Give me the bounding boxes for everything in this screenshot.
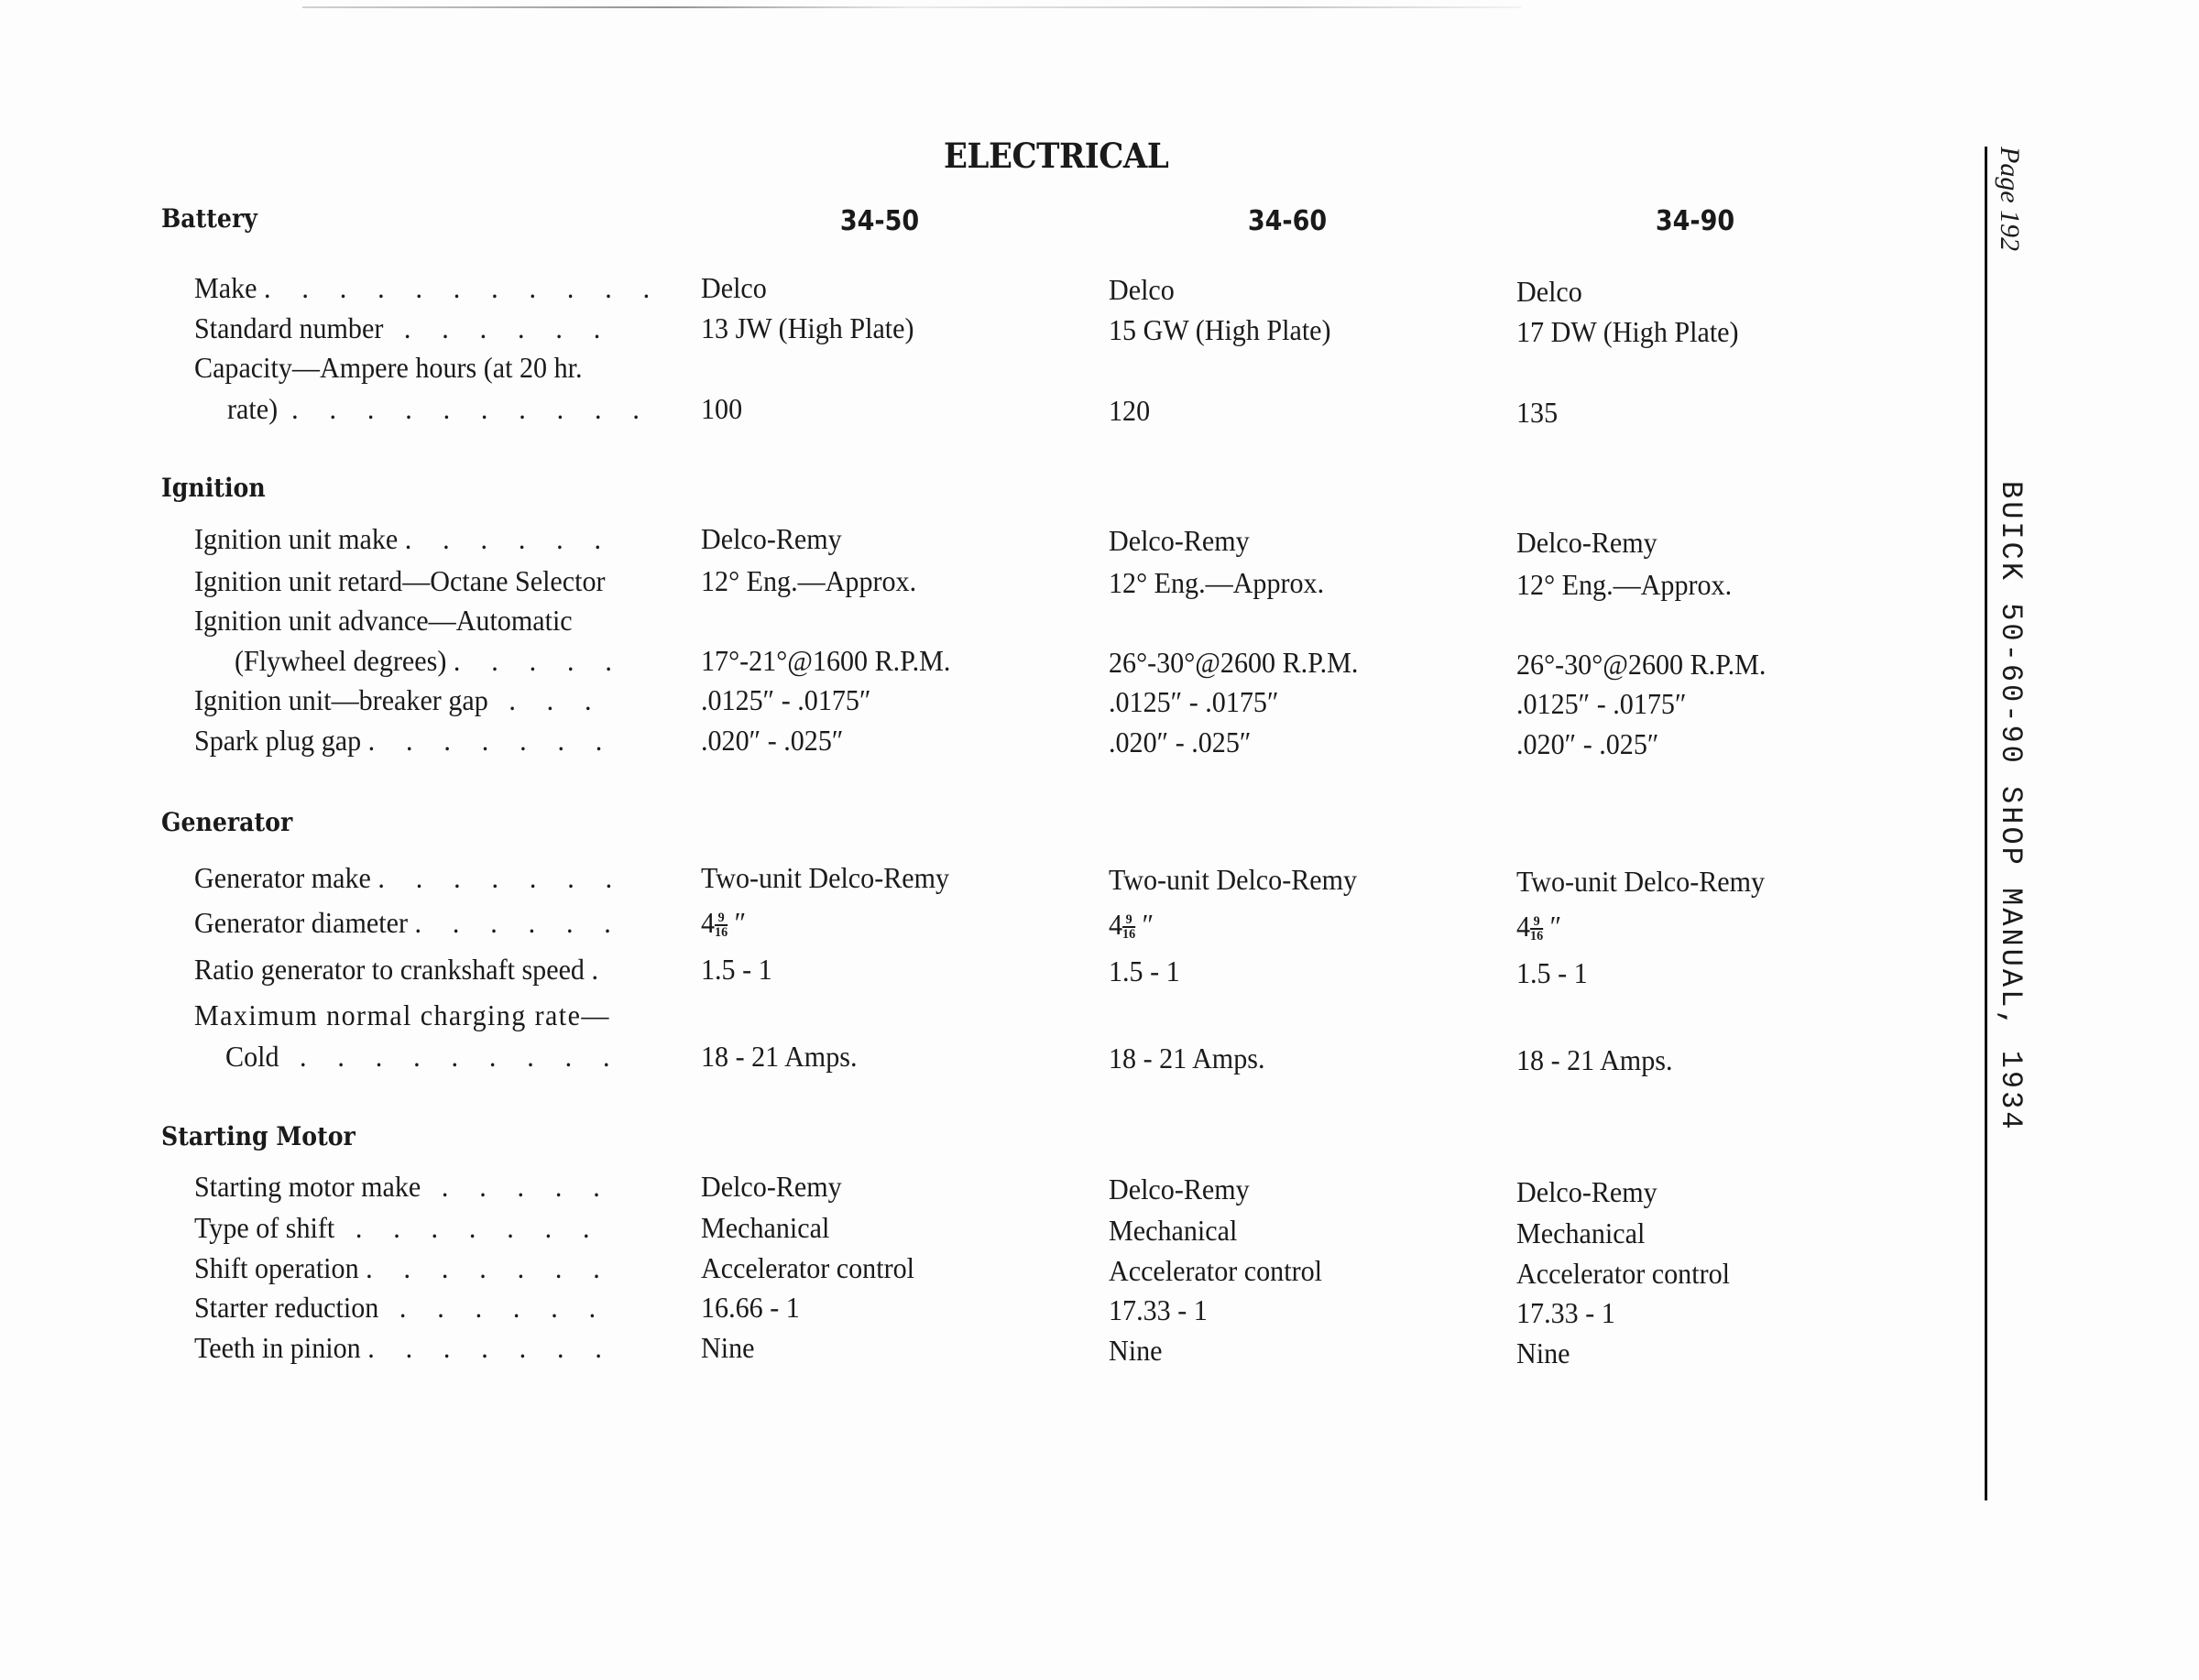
section-heading-battery: Battery	[161, 203, 257, 234]
vertical-margin-rule	[1985, 147, 1987, 1500]
scan-artifact-line	[302, 6, 1521, 8]
column-header-34-50: 34-50	[839, 205, 920, 237]
cell-value: Accelerator control	[701, 1251, 914, 1284]
cell-value: Delco-Remy	[1109, 1173, 1250, 1205]
cell-value: Delco	[1516, 275, 1582, 308]
cell-value: .020″ - .025″	[1516, 727, 1659, 760]
cell-value: 1.5 - 1	[1109, 955, 1180, 987]
row-label: Starting motor make . . . . .	[194, 1170, 612, 1203]
cell-value: 16.66 - 1	[701, 1291, 800, 1324]
cell-value: 100	[701, 392, 743, 425]
cell-value: Delco-Remy	[1516, 1175, 1657, 1208]
cell-value: 17 DW (High Plate)	[1516, 315, 1739, 348]
row-label: Generator make . . . . . . .	[194, 861, 625, 894]
cell-value: Delco-Remy	[1516, 526, 1657, 559]
cell-value: .0125″ - .0175″	[1109, 685, 1279, 718]
cell-value: Two-unit Delco-Remy	[1109, 863, 1358, 896]
row-label: Generator diameter . . . . . .	[194, 906, 623, 939]
row-label: Maximum normal charging rate—	[194, 998, 610, 1031]
cell-value: 1.5 - 1	[701, 953, 772, 986]
row-label: Standard number . . . . . .	[194, 311, 613, 344]
page-title: ELECTRICAL	[944, 136, 1169, 176]
cell-value: Two-unit Delco-Remy	[1516, 865, 1766, 898]
cell-value: Nine	[1109, 1334, 1163, 1367]
fraction-nine-sixteenths: $\frac{9}{16}$	[715, 911, 728, 940]
row-label: Starter reduction . . . . . .	[194, 1291, 608, 1324]
cell-value: Two-unit Delco-Remy	[701, 861, 950, 894]
cell-value: 18 - 21 Amps.	[1109, 1042, 1265, 1075]
cell-value: Accelerator control	[1516, 1257, 1730, 1290]
fraction-nine-sixteenths: $\frac{9}{16}$	[1122, 912, 1136, 942]
cell-value: 26°-30°@2600 R.P.M.	[1109, 646, 1359, 679]
row-label: Shift operation . . . . . . .	[194, 1251, 612, 1284]
cell-value: Mechanical	[701, 1211, 830, 1244]
cell-value: 12° Eng.—Approx.	[1516, 568, 1733, 601]
row-label: Ignition unit retard—Octane Selector	[194, 564, 606, 597]
row-label: Make . . . . . . . . . . .	[194, 271, 662, 304]
row-label: Spark plug gap . . . . . . .	[194, 724, 615, 757]
cell-value: Accelerator control	[1109, 1254, 1322, 1287]
cell-value: 17°-21°@1600 R.P.M.	[701, 644, 951, 677]
cell-value: 1.5 - 1	[1516, 956, 1588, 989]
row-label: Capacity—Ampere hours (at 20 hr.	[194, 351, 583, 384]
cell-value: 17.33 - 1	[1109, 1293, 1208, 1326]
row-label: (Flywheel degrees) . . . . .	[235, 644, 624, 677]
cell-value: 18 - 21 Amps.	[1516, 1043, 1673, 1076]
fraction-nine-sixteenths: $\frac{9}{16}$	[1530, 914, 1544, 944]
cell-value: 17.33 - 1	[1516, 1296, 1615, 1329]
cell-value: 15 GW (High Plate)	[1109, 313, 1331, 346]
section-heading-ignition: Ignition	[161, 473, 266, 503]
cell-value: .0125″ - .0175″	[1516, 687, 1687, 720]
section-heading-starting-motor: Starting Motor	[161, 1121, 356, 1151]
cell-value: Mechanical	[1109, 1214, 1238, 1247]
cell-value: 4 $\frac{9}{16}$ ″	[1109, 908, 1154, 942]
column-header-34-90: 34-90	[1655, 205, 1735, 237]
row-label: Ignition unit—breaker gap . . .	[194, 683, 604, 716]
cell-value: Nine	[701, 1331, 755, 1364]
cell-value: 120	[1109, 394, 1151, 427]
cell-value: 26°-30°@2600 R.P.M.	[1516, 648, 1767, 681]
cell-value: Mechanical	[1516, 1216, 1646, 1249]
cell-value: Nine	[1516, 1336, 1570, 1369]
cell-value: Delco	[1109, 273, 1175, 306]
row-label: rate) . . . . . . . . . .	[227, 392, 652, 425]
cell-value: .020″ - .025″	[701, 724, 844, 757]
cell-value: 13 JW (High Plate)	[701, 311, 914, 344]
cell-value: Delco	[701, 271, 767, 304]
cell-value: .020″ - .025″	[1109, 725, 1252, 758]
cell-value: Delco-Remy	[701, 1170, 842, 1203]
cell-value: 4 $\frac{9}{16}$ ″	[1516, 910, 1562, 944]
cell-value: 4 $\frac{9}{16}$ ″	[701, 906, 747, 940]
running-title: BUICK 50-60-90 SHOP MANUAL, 1934	[1994, 481, 2028, 1132]
cell-value: Delco-Remy	[1109, 524, 1250, 557]
section-heading-generator: Generator	[161, 807, 293, 837]
row-label: Ignition unit advance—Automatic	[194, 604, 573, 637]
row-label: Teeth in pinion . . . . . . .	[194, 1331, 615, 1364]
cell-value: Delco-Remy	[701, 522, 842, 555]
cell-value: 12° Eng.—Approx.	[701, 564, 917, 597]
page-number: Page 192	[1995, 147, 2025, 252]
row-label: Type of shift . . . . . . .	[194, 1211, 602, 1244]
cell-value: 135	[1516, 396, 1559, 429]
cell-value: 12° Eng.—Approx.	[1109, 566, 1325, 599]
cell-value: 18 - 21 Amps.	[701, 1040, 858, 1073]
column-header-34-60: 34-60	[1247, 205, 1328, 237]
cell-value: .0125″ - .0175″	[701, 683, 871, 716]
row-label: Cold . . . . . . . . .	[225, 1040, 622, 1073]
row-label: Ignition unit make . . . . . .	[194, 522, 614, 555]
row-label: Ratio generator to crankshaft speed .	[194, 953, 599, 986]
